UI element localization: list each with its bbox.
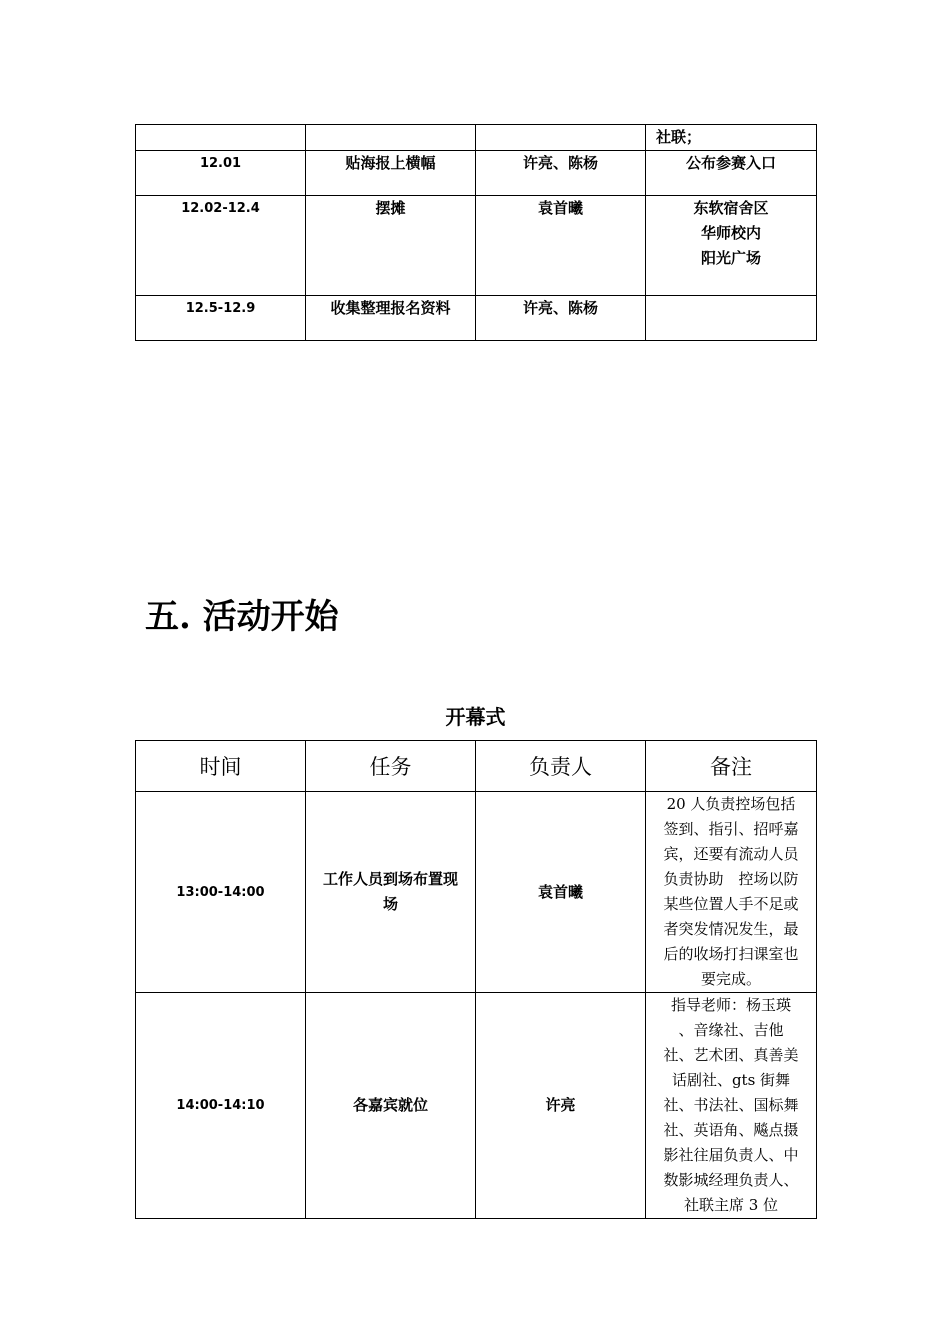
note-line: 阳光广场 [700, 249, 761, 267]
owner-cell: 袁首曦 [476, 792, 646, 993]
owner-cell: 袁首曦 [476, 196, 646, 296]
note-line: 宾，还要有流动人员 [663, 845, 799, 863]
table-header-row [136, 741, 817, 792]
time-cell: 14:00-14:10 [136, 993, 306, 1219]
note-line: 者突发情况发生，最 [663, 920, 799, 938]
time-cell: 13:00-14:00 [136, 792, 306, 993]
owner-cell: 许亮、陈杨 [476, 151, 646, 196]
note-line: 后的收场打扫课室也 [663, 945, 799, 963]
task-cell [306, 792, 476, 993]
note-cell [646, 196, 817, 296]
task-line: 场 [382, 895, 398, 913]
table-row [136, 125, 817, 151]
header-note: 备注 [646, 741, 817, 792]
task-cell: 贴海报上横幅 [306, 151, 476, 196]
note-line: 影社往届负责人、中 [663, 1146, 799, 1164]
table-caption: 开幕式 [445, 705, 506, 729]
date-cell: 12.5-12.9 [136, 296, 306, 341]
note-line: 公布参赛入口 [685, 154, 776, 172]
owner-cell: 许亮、陈杨 [476, 296, 646, 341]
task-line: 工作人员到场布置现 [322, 870, 458, 888]
note-line: 华师校内 [700, 224, 761, 242]
note-cell [646, 151, 817, 196]
note-line: 负责协助 控场以防 [663, 870, 799, 888]
date-cell: 12.01 [136, 151, 306, 196]
header-owner: 负责人 [476, 741, 646, 792]
task-cell: 摆摊 [306, 196, 476, 296]
header-time: 时间 [136, 741, 306, 792]
task-cell [306, 993, 476, 1219]
note-line: 、音缘社、吉他 [678, 1021, 784, 1039]
note-line: 社、书法社、国标舞 [663, 1096, 799, 1114]
table-row [136, 296, 817, 341]
note-line: 要完成。 [700, 970, 761, 988]
table-row [136, 151, 817, 196]
date-cell: 12.02-12.4 [136, 196, 306, 296]
opening-ceremony-table [135, 740, 817, 1219]
section-title: 五. 活动开始 [145, 597, 339, 637]
note-line: 东软宿舍区 [693, 199, 769, 217]
note-line: 社联； [656, 128, 702, 146]
note-line: 指导老师：杨玉瑛 [670, 996, 791, 1014]
note-line: 话剧社、gts 街舞 [671, 1071, 791, 1089]
task-line: 各嘉宾就位 [352, 1096, 428, 1114]
note-line: 20 人负责控场包括 [666, 795, 796, 813]
task-cell [306, 125, 476, 151]
note-line: 某些位置人手不足或 [663, 895, 799, 913]
note-cell [646, 296, 817, 341]
note-line: 社、英语角、飚点摄 [663, 1121, 799, 1139]
owner-cell: 许亮 [476, 993, 646, 1219]
header-task: 任务 [306, 741, 476, 792]
task-cell: 收集整理报名资料 [306, 296, 476, 341]
note-line: 社、艺术团、真善美 [663, 1046, 799, 1064]
note-cell [646, 792, 817, 993]
date-cell [136, 125, 306, 151]
table-row [136, 196, 817, 296]
note-cell [646, 125, 817, 151]
note-line: 社联主席 3 位 [683, 1196, 779, 1214]
table-row [136, 993, 817, 1219]
table-row [136, 792, 817, 993]
owner-cell [476, 125, 646, 151]
note-line: 数影城经理负责人、 [663, 1171, 799, 1189]
note-cell [646, 993, 817, 1219]
schedule-table [135, 124, 817, 341]
note-line: 签到、指引、招呼嘉 [663, 820, 799, 838]
